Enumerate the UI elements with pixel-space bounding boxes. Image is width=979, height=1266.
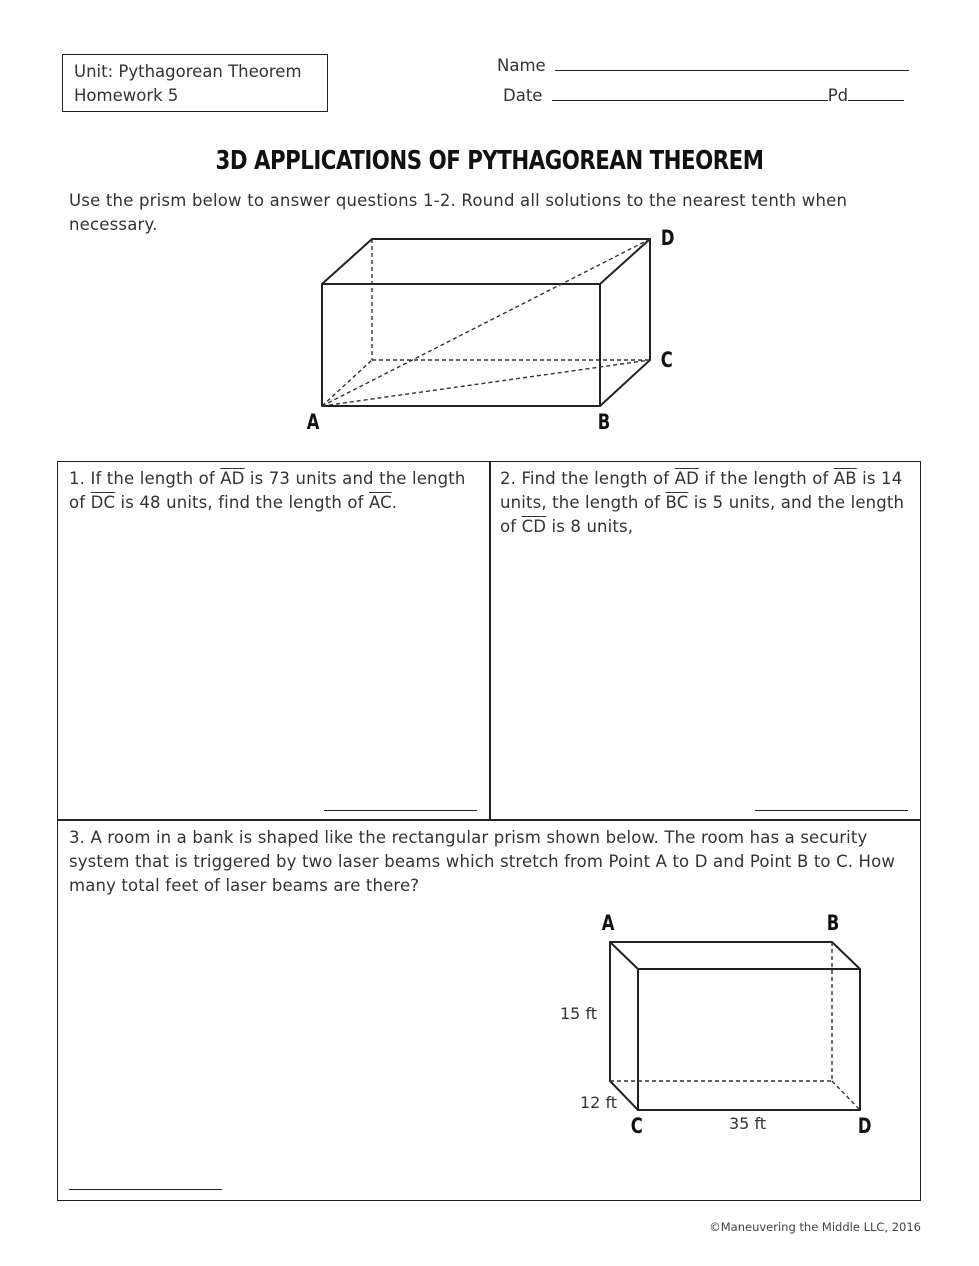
q2-text-3: is 14 units, the length of: [500, 469, 903, 512]
prism2-hidden-depth: [832, 1081, 860, 1110]
prism2-height-label: 15 ft: [560, 1004, 598, 1023]
unit-title: Unit: Pythagorean Theorem: [74, 62, 302, 81]
q1-text-1: 1. If the length of: [69, 469, 221, 488]
prism2-back-edges: [610, 942, 860, 1081]
q1-text-3: is 48 units, find the length of: [115, 493, 369, 512]
q2-text-1: 2. Find the length of: [500, 469, 675, 488]
q1-text-2: is 73 units and the length of: [69, 469, 466, 512]
prism2-length-label: 35 ft: [729, 1114, 767, 1133]
q2-text-4: is 5 units, and the length of: [500, 493, 905, 536]
q2-text-5: is 8 units,: [546, 517, 634, 536]
q1-segment-dc: $\overline{DC}$: [90, 493, 116, 512]
prism2-label-a: A: [601, 911, 615, 935]
prism2-label-c: C: [630, 1114, 643, 1138]
prism2-label-b: B: [826, 911, 840, 935]
question-3: 3. A room in a bank is shaped like the rectangular prism shown below. The room has a security system that is triggered by two laser beams which stretch from Point A to D and Point B to C. How many total feet of laser beams are there?: [69, 828, 895, 895]
q2-segment-bc: $\overline{BC}$: [665, 493, 689, 512]
copyright-footer: ©Maneuvering the Middle LLC, 2016: [709, 1220, 921, 1234]
q1-segment-ad: $\overline{AD}$: [220, 469, 245, 488]
prism1-label-d: D: [660, 226, 675, 250]
prism1-label-c: C: [660, 348, 673, 372]
q2-segment-ab: $\overline{AB}$: [833, 469, 857, 488]
pd-label: Pd: [827, 86, 849, 105]
prism2-front-face: [638, 969, 860, 1110]
date-label: Date: [503, 86, 543, 105]
q1-text-4: .: [391, 493, 398, 512]
q2-text-2: if the length of: [698, 469, 834, 488]
page-title: 3D APPLICATIONS OF PYTHAGOREAN THEOREM: [215, 146, 764, 176]
name-label: Name: [497, 56, 546, 75]
prism1-label-b: B: [597, 410, 611, 434]
prism2-depth-label: 12 ft: [580, 1093, 618, 1112]
homework-number: Homework 5: [74, 86, 179, 105]
q2-segment-cd: $\overline{CD}$: [521, 517, 547, 536]
prism1-label-a: A: [306, 410, 320, 434]
q1-segment-ac: $\overline{AC}$: [368, 493, 392, 512]
prism2-top-left-edge: [610, 942, 638, 969]
q2-segment-ad: $\overline{AD}$: [674, 469, 699, 488]
prism2-label-d: D: [857, 1114, 872, 1138]
instructions: Use the prism below to answer questions 1-2. Round all solutions to the nearest tenth when necessary.: [69, 191, 848, 234]
